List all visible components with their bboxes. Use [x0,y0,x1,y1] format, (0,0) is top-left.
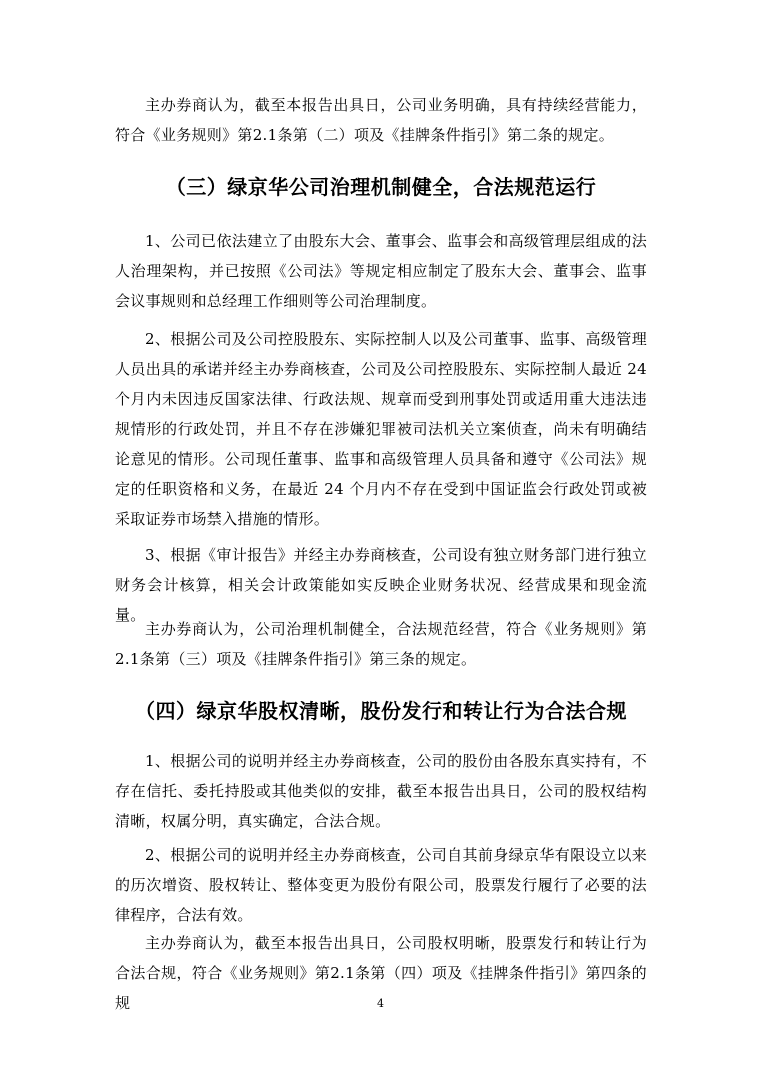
section-4-conclusion-paragraph: 主办券商认为，截至本报告出具日，公司股权明晰，股票发行和转让行为合法合规，符合《业务规则》第2.1条第（四）项及《挂牌条件指引》第四条的规 [115,934,647,1012]
section-3-paragraph-2: 2、根据公司及公司控股股东、实际控制人以及公司董事、监事、高级管理人员出具的承诺并经主办券商核查，公司及公司控股股东、实际控制人最近 24 个月内未因违反国家法律、行政法规、规章而受到刑事处罚或适用重大违法违规情形的行政处罚，并且不存在涉嫌犯罪被司法机关立案侦查，尚未有明确结论意见的情形。公司现任董事、监事和高级管理人员具备和遵守《公司法》规定的任职资格和义务，在最近 24 个月内不存在受到中国证监会行政处罚或被采取证券市场禁入措施的情形。 [115,330,647,528]
section-3-conclusion-paragraph: 主办券商认为，公司治理机制健全，合法规范经营，符合《业务规则》第2.1条第（三）项及《挂牌条件指引》第三条的规定。 [115,620,647,668]
section-3-heading: （三）绿京华公司治理机制健全，合法规范运行 [165,175,597,199]
section-3-paragraph-3: 3、根据《审计报告》并经主办券商核查，公司设有独立财务部门进行独立财务会计核算，相关会计政策能如实反映企业财务状况、经营成果和现金流量。 [115,546,647,624]
section-4-paragraph-1: 1、根据公司的说明并经主办券商核查，公司的股份由各股东真实持有，不存在信托、委托持股或其他类似的安排，截至本报告出具日，公司的股权结构清晰，权属分明，真实确定，合法合规。 [115,752,647,830]
section-3-intro-paragraph: 主办券商认为，截至本报告出具日，公司业务明确，具有持续经营能力，符合《业务规则》第2.1条第（二）项及《挂牌条件指引》第二条的规定。 [115,96,647,144]
page-number: 4 [377,997,384,1010]
section-3-paragraph-1: 1、公司已依法建立了由股东大会、董事会、监事会和高级管理层组成的法人治理架构，并已按照《公司法》等规定相应制定了股东大会、董事会、监事会议事规则和总经理工作细则等公司治理制度。 [115,232,647,310]
section-4-paragraph-2: 2、根据公司的说明并经主办券商核查，公司自其前身绿京华有限设立以来的历次增资、股权转让、整体变更为股份有限公司，股票发行履行了必要的法律程序，合法有效。 [115,846,647,924]
section-4-heading: （四）绿京华股权清晰，股份发行和转让行为合法合规 [135,699,627,723]
